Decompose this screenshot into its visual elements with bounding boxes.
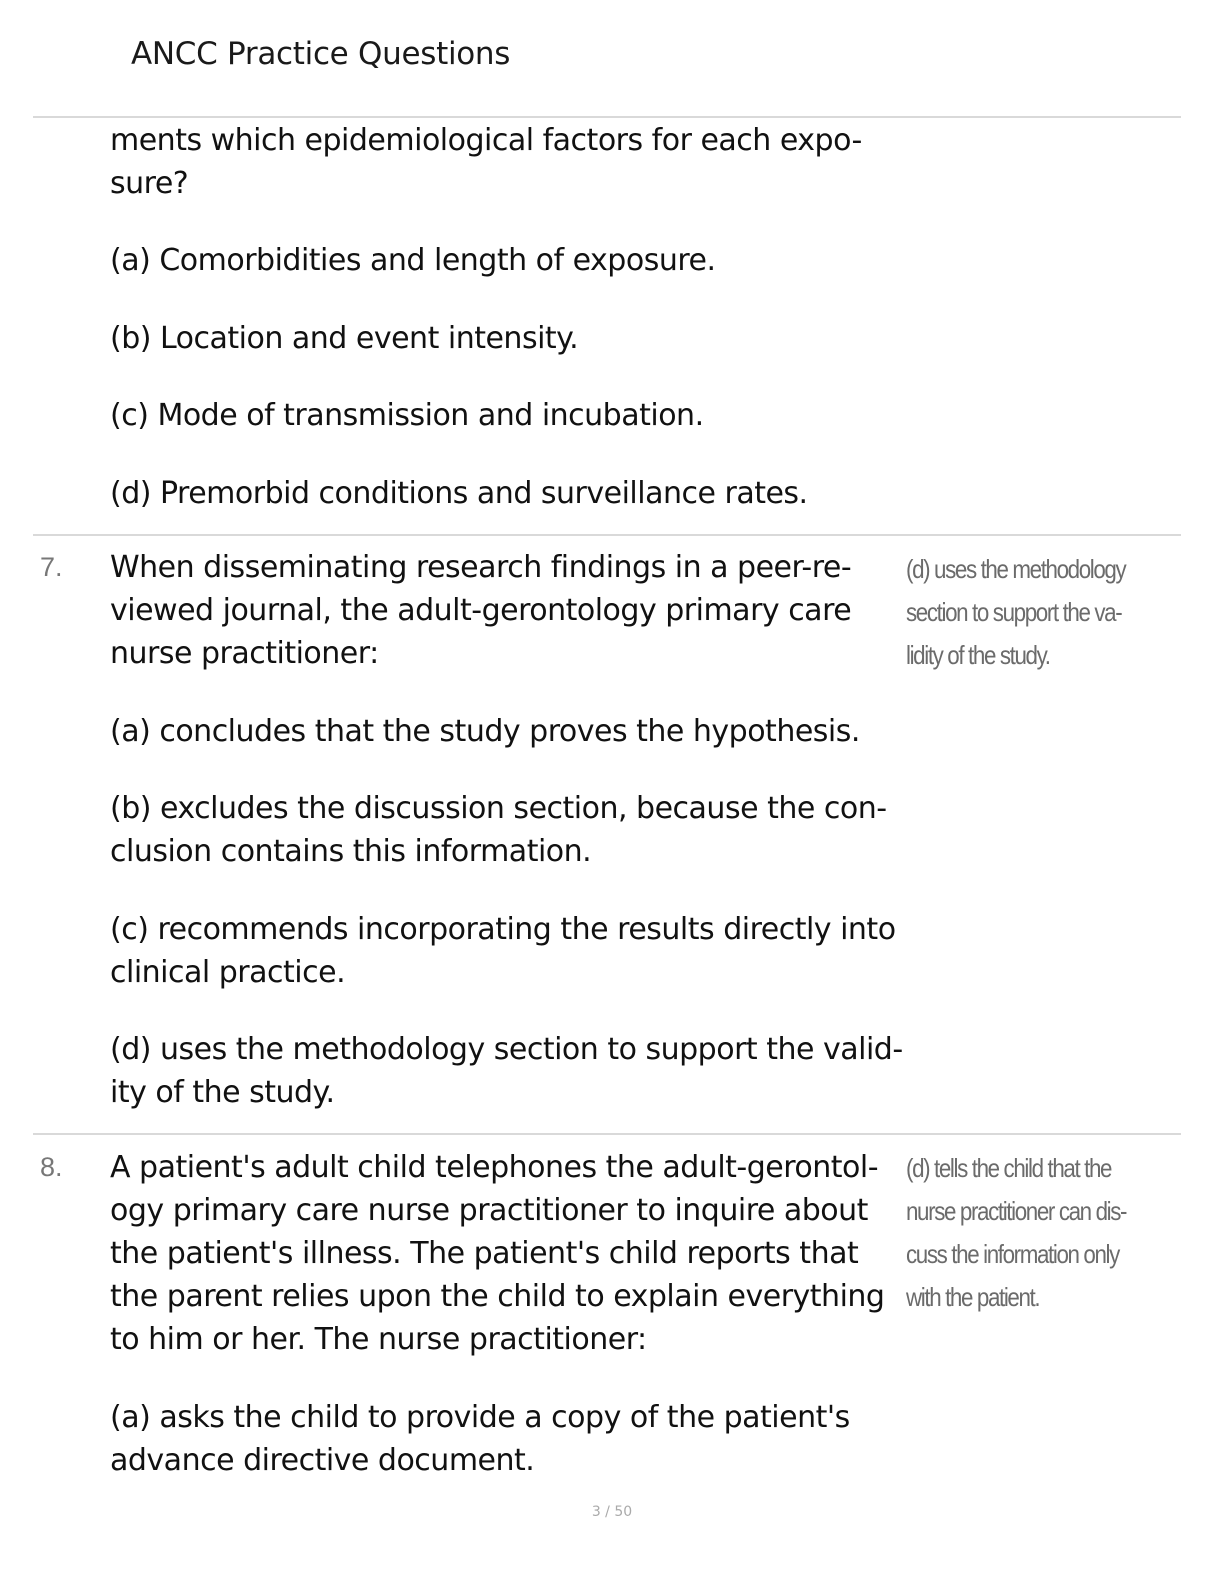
question-7-number: 7. [40, 552, 63, 582]
question-8-answer [906, 1147, 1155, 1319]
text-line: (a) asks the child to provide a copy of the patient's [110, 1400, 850, 1435]
text-line: nurse practitioner: [110, 636, 379, 671]
question-6-stem [110, 119, 910, 205]
text-line: (d) uses the methodology section to support the valid- [110, 1032, 903, 1067]
question-6-option-a [110, 239, 910, 282]
text-line: lidity of the study. [906, 640, 1050, 670]
text-line: viewed journal, the adult-gerontology primary care [110, 593, 852, 628]
question-7-stem [110, 546, 910, 675]
text-line: clinical practice. [110, 955, 346, 990]
text-line: When disseminating research findings in a peer-re- [110, 550, 852, 585]
text-line: section to support the va- [906, 597, 1122, 627]
text-line: (d) tells the child that the [906, 1153, 1112, 1183]
text-line: with the patient. [906, 1282, 1040, 1312]
page-number: 3 / 50 [591, 1504, 633, 1520]
text-line: (a) concludes that the study proves the hypothesis. [110, 714, 860, 749]
text-line: (c) recommends incorporating the results directly into [110, 912, 896, 947]
question-7-option-c [110, 908, 910, 994]
question-6-option-d [110, 472, 910, 515]
text-line: (b) excludes the discussion section, because the con- [110, 791, 887, 826]
text-line: the patient's illness. The patient's child reports that [110, 1236, 859, 1271]
divider [33, 1133, 1181, 1135]
question-8-stem [110, 1146, 910, 1361]
divider [33, 116, 1181, 118]
text-line: A patient's adult child telephones the adult-gerontol- [110, 1150, 879, 1185]
question-7-answer [906, 548, 1155, 677]
question-7-option-d [110, 1028, 910, 1114]
text-line: ments which epidemiological factors for each expo- [110, 123, 862, 158]
text-line: to him or her. The nurse practitioner: [110, 1322, 647, 1357]
question-8-option-a [110, 1396, 910, 1482]
question-6-option-b [110, 317, 910, 360]
question-8-number: 8. [40, 1152, 63, 1182]
page-title: ANCC Practice Questions [131, 36, 511, 72]
text-line: clusion contains this information. [110, 834, 592, 869]
question-7-option-b [110, 787, 910, 873]
question-6-option-c [110, 394, 910, 437]
text-line: sure? [110, 166, 189, 201]
text-line: ogy primary care nurse practitioner to inquire about [110, 1193, 868, 1228]
divider [33, 534, 1181, 536]
text-line: nurse practitioner can dis- [906, 1196, 1127, 1226]
text-line: ity of the study. [110, 1075, 335, 1110]
text-line: (c) Mode of transmission and incubation. [110, 398, 704, 433]
question-7-option-a [110, 710, 910, 753]
text-line: (d) Premorbid conditions and surveillance rates. [110, 476, 808, 511]
text-line: (b) Location and event intensity. [110, 321, 579, 356]
text-line: the parent relies upon the child to explain everything [110, 1279, 885, 1314]
text-line: advance directive document. [110, 1443, 535, 1478]
text-line: (a) Comorbidities and length of exposure. [110, 243, 716, 278]
text-line: (d) uses the methodology [906, 554, 1126, 584]
text-line: cuss the information only [906, 1239, 1119, 1269]
